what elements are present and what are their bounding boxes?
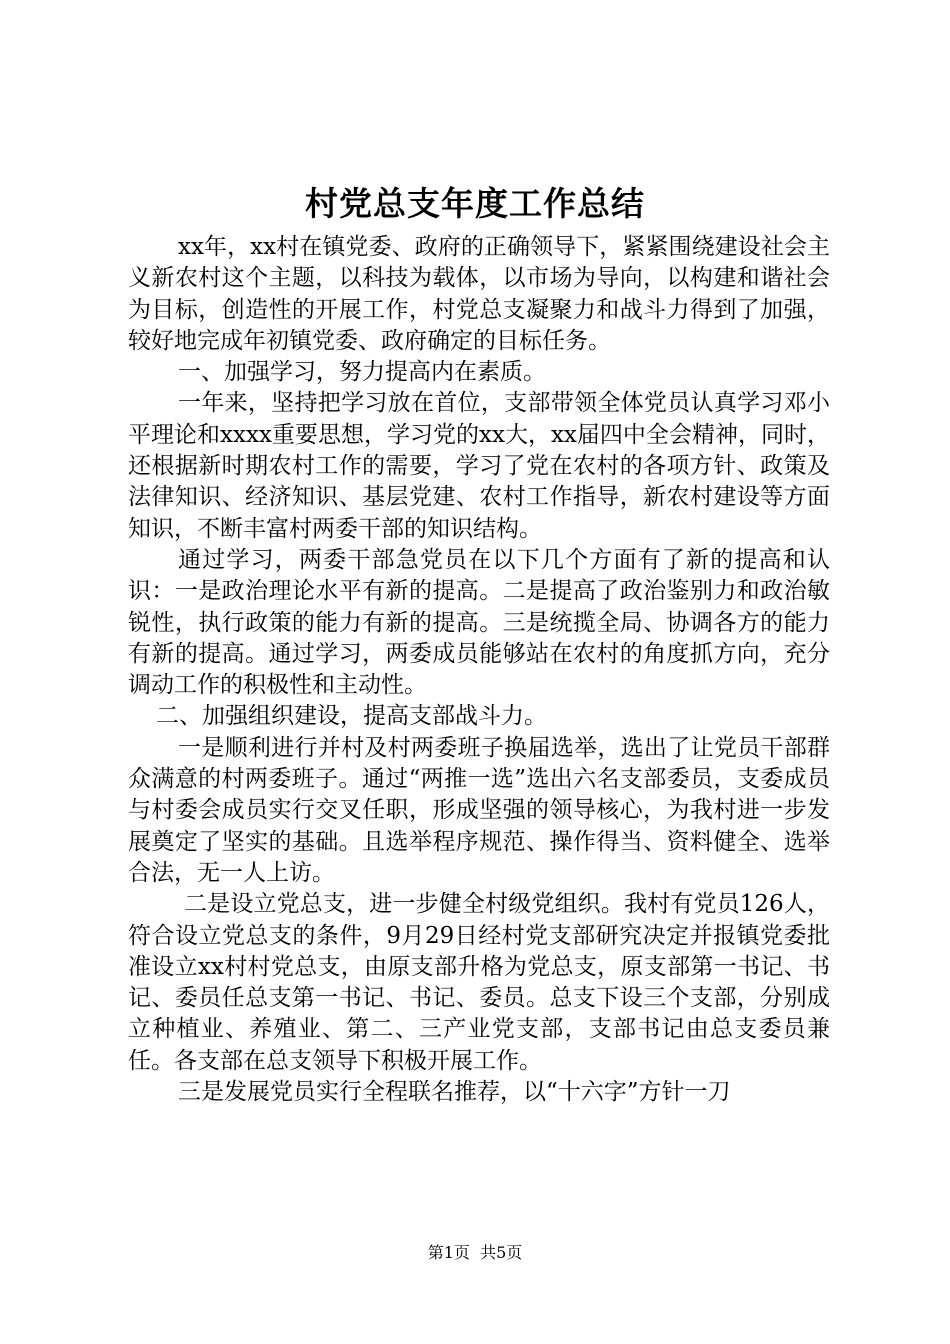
page-footer [0, 1243, 950, 1263]
paragraph-study-content: 一年来，坚持把学习放在首位，支部带领全体党员认真学习邓小平理论和xxxx重要思想，学习党的xx大，xx届四中全会精神，同时，还根据新时期农村工作的需要，学习了党在农村的各项方针、政策及法律知识、经济知识、基层党建、农村工作指导，新农村建设等方面知识，不断丰富村两委干部的知识结构。 [128, 390, 830, 542]
document-body [128, 232, 830, 1108]
paragraph-election: 一是顺利进行并村及村两委班子换届选举，选出了让党员干部群众满意的村两委班子。通过“两推一选”选出六名支部委员，支委成员与村委会成员实行交叉任职，形成坚强的领导核心，为我村进一步发展奠定了坚实的基础。且选举程序规范、操作得当、资料健全、选举合法，无一人上访。 [128, 734, 830, 886]
document-title: 村党总支年度工作总结 [305, 184, 645, 223]
paragraph-intro: xx年，xx村在镇党委、政府的正确领导下，紧紧围绕建设社会主义新农村这个主题，以科技为载体，以市场为导向，以构建和谐社会为目标，创造性的开展工作，村党总支凝聚力和战斗力得到了加强，较好地完成年初镇党委、政府确定的目标任务。 [128, 234, 830, 354]
paragraph-general-branch: 二是设立党总支，进一步健全村级党组织。我村有党员126人，符合设立党总支的条件，9月29日经村党支部研究决定并报镇党委批准设立xx村村党总支，由原支部升格为党总支，原支部第一书记、书记、委员任总支第一书记、书记、委员。总支下设三个支部，分别成立种植业、养殖业、第二、三产业党支部，支部书记由总支委员兼任。各支部在总支领导下积极开展工作。 [128, 891, 830, 1074]
paragraph-member-development: 三是发展党员实行全程联名推荐，以“十六字”方针一刀 [178, 1079, 731, 1106]
page-number: 第1页 共5页 [427, 1243, 523, 1262]
paragraph-study-results: 通过学习，两委干部急党员在以下几个方面有了新的提高和认识：一是政治理论水平有新的提高。二是提高了政治鉴别力和政治敏锐性，执行政策的能力有新的提高。三是统揽全局、协调各方的能力有新的提高。通过学习，两委成员能够站在农村的角度抓方向，充分调动工作的积极性和主动性。 [128, 546, 830, 699]
section-heading-organization: 二、加强组织建设，提高支部战斗力。 [156, 703, 547, 730]
section-heading-study: 一、加强学习，努力提高内在素质。 [178, 359, 546, 386]
